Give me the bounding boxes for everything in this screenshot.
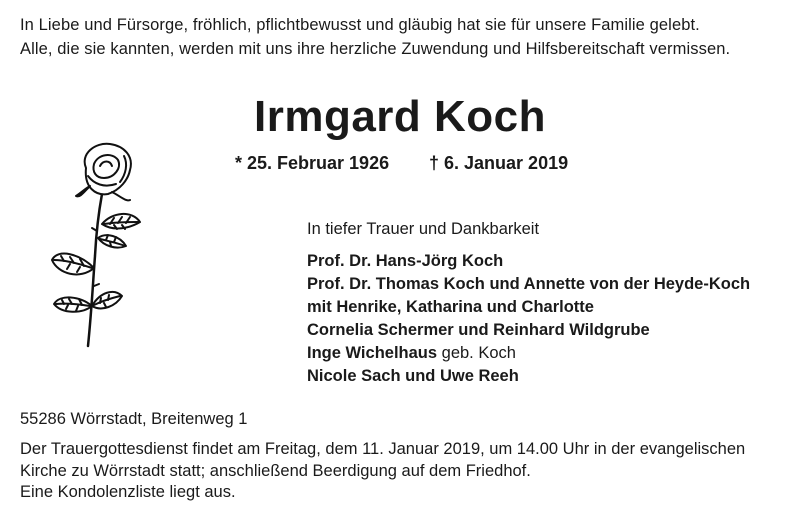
service-line-2: Kirche zu Wörrstadt statt; anschließend Beerdigung auf dem Friedhof.: [20, 461, 531, 480]
mourners-block: [307, 218, 787, 388]
intro-line-2: Alle, die sie kannten, werden mit uns ihre herzliche Zuwendung und Hilfsbereitschaft vermissen.: [20, 40, 731, 58]
maiden-name-note: geb. Koch: [441, 344, 516, 362]
mourner-line: Prof. Dr. Hans-Jörg Koch: [307, 252, 504, 270]
mourner-line: Cornelia Schermer und Reinhard Wildgrube: [307, 321, 650, 339]
mourner-line: [307, 342, 787, 365]
mourner-line: Nicole Sach und Uwe Reeh: [307, 367, 519, 385]
mourning-phrase: In tiefer Trauer und Dankbarkeit: [307, 220, 540, 238]
rose-icon: [40, 136, 155, 351]
funeral-service-info: [20, 439, 790, 504]
intro-text: [20, 13, 790, 61]
deceased-name: Irmgard Koch: [253, 92, 547, 141]
service-line-1: Der Trauergottesdienst findet am Freitag, dem 11. Januar 2019, um 14.00 Uhr in der evangelischen: [20, 440, 746, 458]
mourner-line: mit Henrike, Katharina und Charlotte: [307, 298, 594, 316]
death-date: † 6. Januar 2019: [429, 153, 569, 173]
service-line-3: Eine Kondolenzliste liegt aus.: [20, 483, 236, 501]
family-address: 55286 Wörrstadt, Breitenweg 1: [20, 410, 248, 428]
intro-line-1: In Liebe und Fürsorge, fröhlich, pflichtbewusst und gläubig hat sie für unsere Familie gelebt.: [20, 16, 700, 34]
mourner-line: Prof. Dr. Thomas Koch und Annette von der Heyde-Koch: [307, 275, 751, 293]
birth-date: * 25. Februar 1926: [235, 153, 390, 173]
mourner-name: Inge Wichelhaus: [307, 344, 438, 362]
